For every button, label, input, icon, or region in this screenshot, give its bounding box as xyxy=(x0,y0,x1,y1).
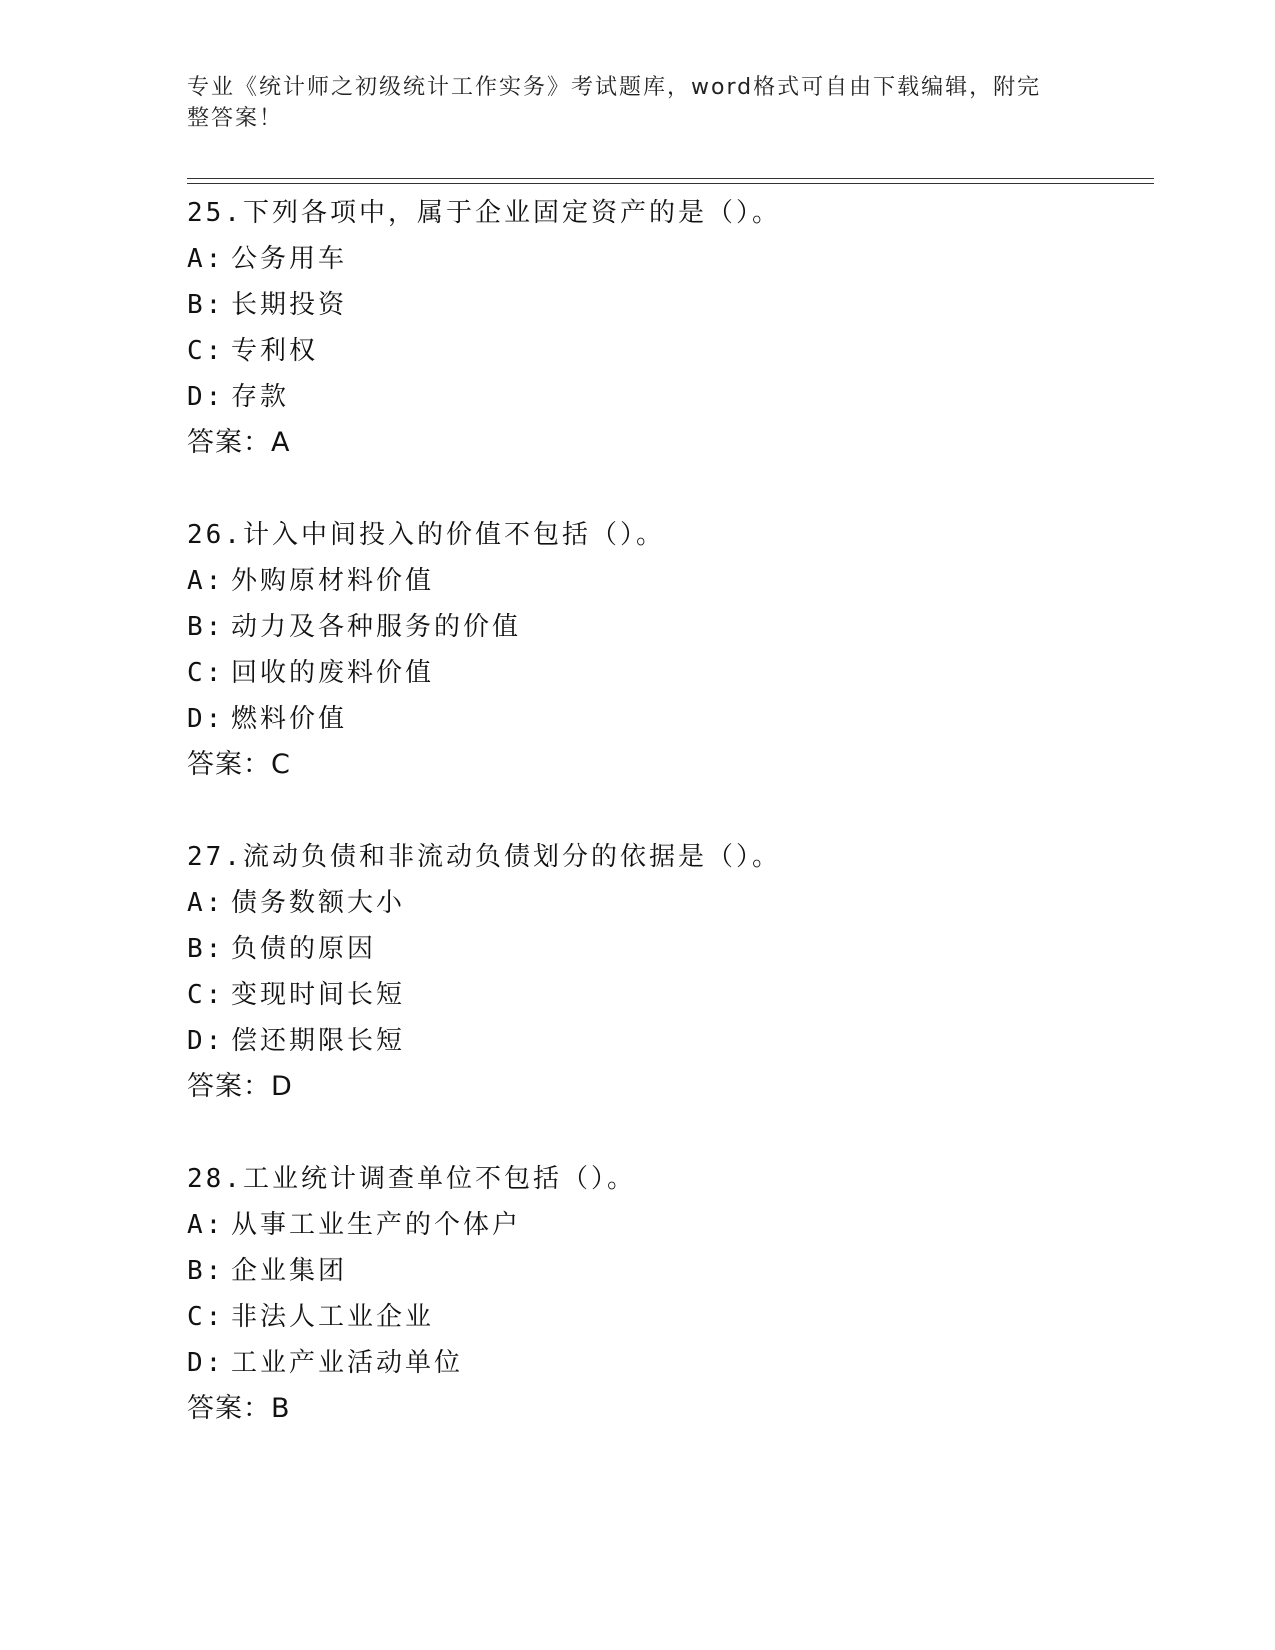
option-text: 动力及各种服务的价值 xyxy=(231,612,522,642)
header-divider-top xyxy=(187,178,1154,179)
option-c xyxy=(187,328,1147,374)
option-text: 长期投资 xyxy=(231,290,348,320)
option-a xyxy=(187,1202,1147,1248)
option-text: 企业集团 xyxy=(231,1256,348,1286)
option-b xyxy=(187,604,1147,650)
header-line-2: 整答案！ xyxy=(187,106,284,131)
header-divider-bottom xyxy=(187,183,1154,184)
header-line-1: 专业《统计师之初级统计工作实务》考试题库，word格式可自由下载编辑，附完 xyxy=(187,75,1042,100)
option-letter: B: xyxy=(187,290,225,320)
question-stem: 26.计入中间投入的价值不包括（）。 xyxy=(187,520,665,550)
option-text: 公务用车 xyxy=(231,244,348,274)
question-stem: 28.工业统计调查单位不包括（）。 xyxy=(187,1164,636,1194)
option-letter: B: xyxy=(187,612,225,642)
option-b xyxy=(187,282,1147,328)
option-letter: D: xyxy=(187,1026,225,1056)
question-list xyxy=(187,190,1147,1478)
option-d xyxy=(187,374,1147,420)
option-text: 债务数额大小 xyxy=(231,888,406,918)
option-c xyxy=(187,1294,1147,1340)
option-a xyxy=(187,558,1147,604)
question-27 xyxy=(187,834,1147,1110)
option-text: 负债的原因 xyxy=(231,934,377,964)
option-d xyxy=(187,696,1147,742)
option-b xyxy=(187,1248,1147,1294)
option-letter: C: xyxy=(187,658,225,688)
option-text: 工业产业活动单位 xyxy=(231,1348,464,1378)
option-letter: A: xyxy=(187,888,225,918)
option-letter: B: xyxy=(187,934,225,964)
question-stem: 27.流动负债和非流动负债划分的依据是（）。 xyxy=(187,842,781,872)
option-text: 存款 xyxy=(231,382,290,412)
answer-line: 答案：A xyxy=(187,427,291,458)
question-stem: 25.下列各项中，属于企业固定资产的是（）。 xyxy=(187,198,781,228)
option-text: 非法人工业企业 xyxy=(231,1302,435,1332)
option-letter: C: xyxy=(187,980,225,1010)
option-letter: A: xyxy=(187,244,225,274)
answer-line: 答案：D xyxy=(187,1071,293,1102)
option-d xyxy=(187,1018,1147,1064)
option-letter: A: xyxy=(187,1210,225,1240)
option-a xyxy=(187,236,1147,282)
question-26 xyxy=(187,512,1147,788)
option-d xyxy=(187,1340,1147,1386)
option-letter: D: xyxy=(187,704,225,734)
option-letter: D: xyxy=(187,382,225,412)
document-header xyxy=(187,72,1067,134)
option-b xyxy=(187,926,1147,972)
option-text: 变现时间长短 xyxy=(231,980,406,1010)
option-letter: D: xyxy=(187,1348,225,1378)
option-text: 偿还期限长短 xyxy=(231,1026,406,1056)
option-text: 从事工业生产的个体户 xyxy=(231,1210,522,1240)
answer-line: 答案：C xyxy=(187,749,291,780)
option-text: 燃料价值 xyxy=(231,704,348,734)
option-letter: C: xyxy=(187,336,225,366)
option-text: 回收的废料价值 xyxy=(231,658,435,688)
option-letter: A: xyxy=(187,566,225,596)
question-25 xyxy=(187,190,1147,466)
option-c xyxy=(187,972,1147,1018)
question-28 xyxy=(187,1156,1147,1432)
answer-line: 答案：B xyxy=(187,1393,291,1424)
option-letter: C: xyxy=(187,1302,225,1332)
option-text: 专利权 xyxy=(231,336,319,366)
option-a xyxy=(187,880,1147,926)
option-c xyxy=(187,650,1147,696)
option-letter: B: xyxy=(187,1256,225,1286)
option-text: 外购原材料价值 xyxy=(231,566,435,596)
